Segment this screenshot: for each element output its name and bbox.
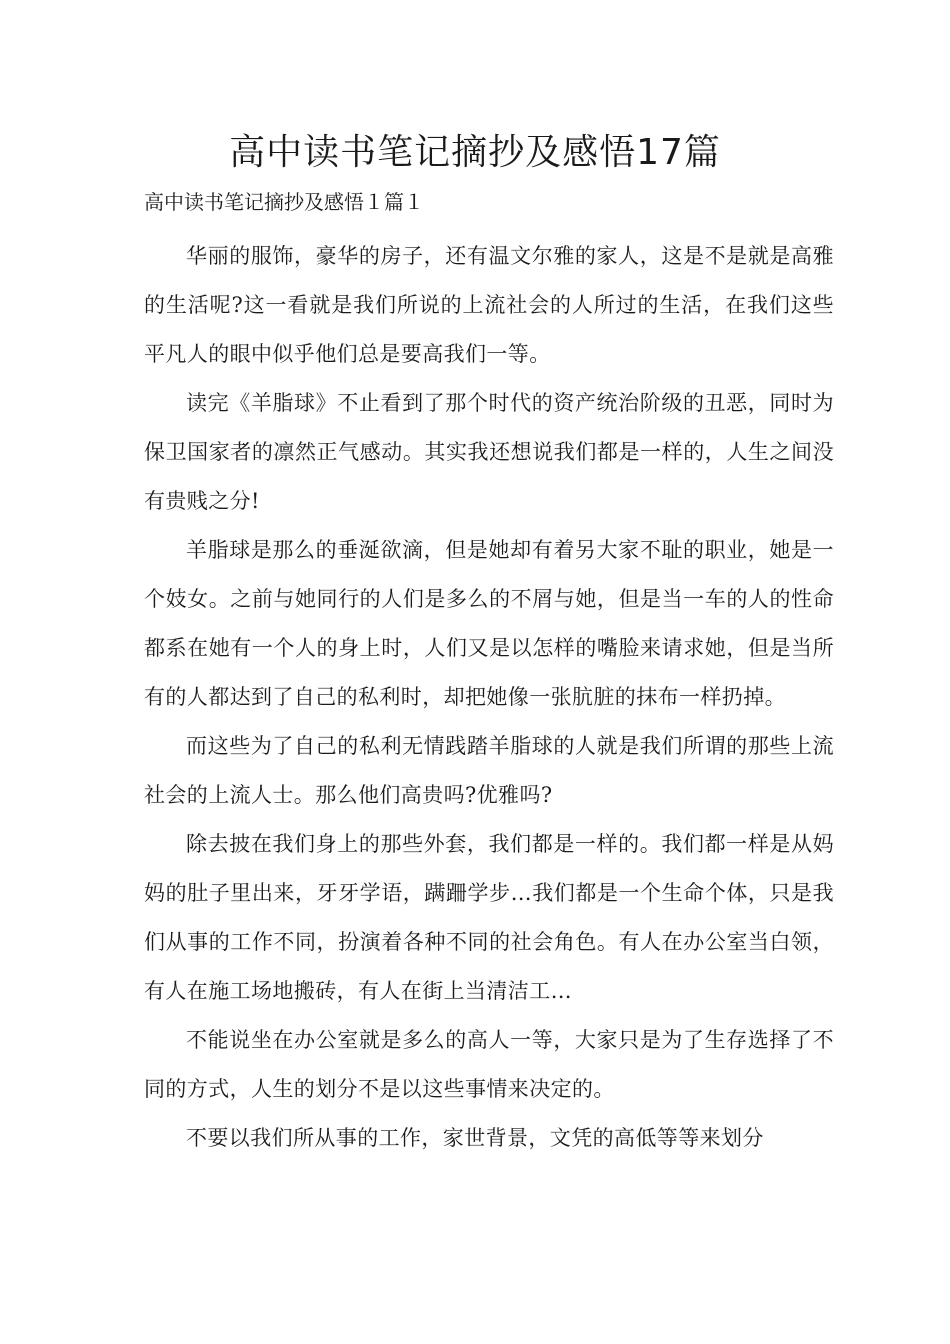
paragraph-6: 不能说坐在办公室就是多么的高人一等，大家只是为了生存选择了不同的方式，人生的划分不是以这些事情来决定的。	[144, 1028, 834, 1101]
paragraph-2: 读完《羊脂球》不止看到了那个时代的资产统治阶级的丑恶，同时为保卫国家者的凛然正气感动。其实我还想说我们都是一样的，人生之间没有贵贱之分!	[144, 391, 834, 513]
document-body	[144, 232, 834, 1163]
document-page	[144, 124, 834, 1163]
paragraph-7: 不要以我们所从事的工作，家世背景，文凭的高低等等来划分	[186, 1126, 764, 1150]
paragraph-5: 除去披在我们身上的那些外套，我们都是一样的。我们都一样是从妈妈的肚子里出来，牙牙学语，蹒跚学步…我们都是一个生命个体，只是我们从事的工作不同，扮演着各种不同的社会角色。有人在办公室当白领，有人在施工场地搬砖，有人在街上当清洁工…	[144, 832, 834, 1003]
paragraph-1: 华丽的服饰，豪华的房子，还有温文尔雅的家人，这是不是就是高雅的生活呢?这一看就是我们所说的上流社会的人所过的生活，在我们这些平凡人的眼中似乎他们总是要高我们一等。	[144, 244, 834, 366]
paragraph-3: 羊脂球是那么的垂涎欲滴，但是她却有着另大家不耻的职业，她是一个妓女。之前与她同行的人们是多么的不屑与她，但是当一车的人的性命都系在她有一个人的身上时，人们又是以怎样的嘴脸来请求她，但是当所有的人都达到了自己的私利时，却把她像一张肮脏的抹布一样扔掉。	[144, 538, 834, 709]
section-subtitle: 高中读书笔记摘抄及感悟１篇１	[144, 190, 424, 214]
document-title: 高中读书笔记摘抄及感悟17篇	[229, 132, 721, 173]
paragraph-4: 而这些为了自己的私利无情践踏羊脂球的人就是我们所谓的那些上流社会的上流人士。那么他们高贵吗?优雅吗?	[144, 734, 834, 807]
